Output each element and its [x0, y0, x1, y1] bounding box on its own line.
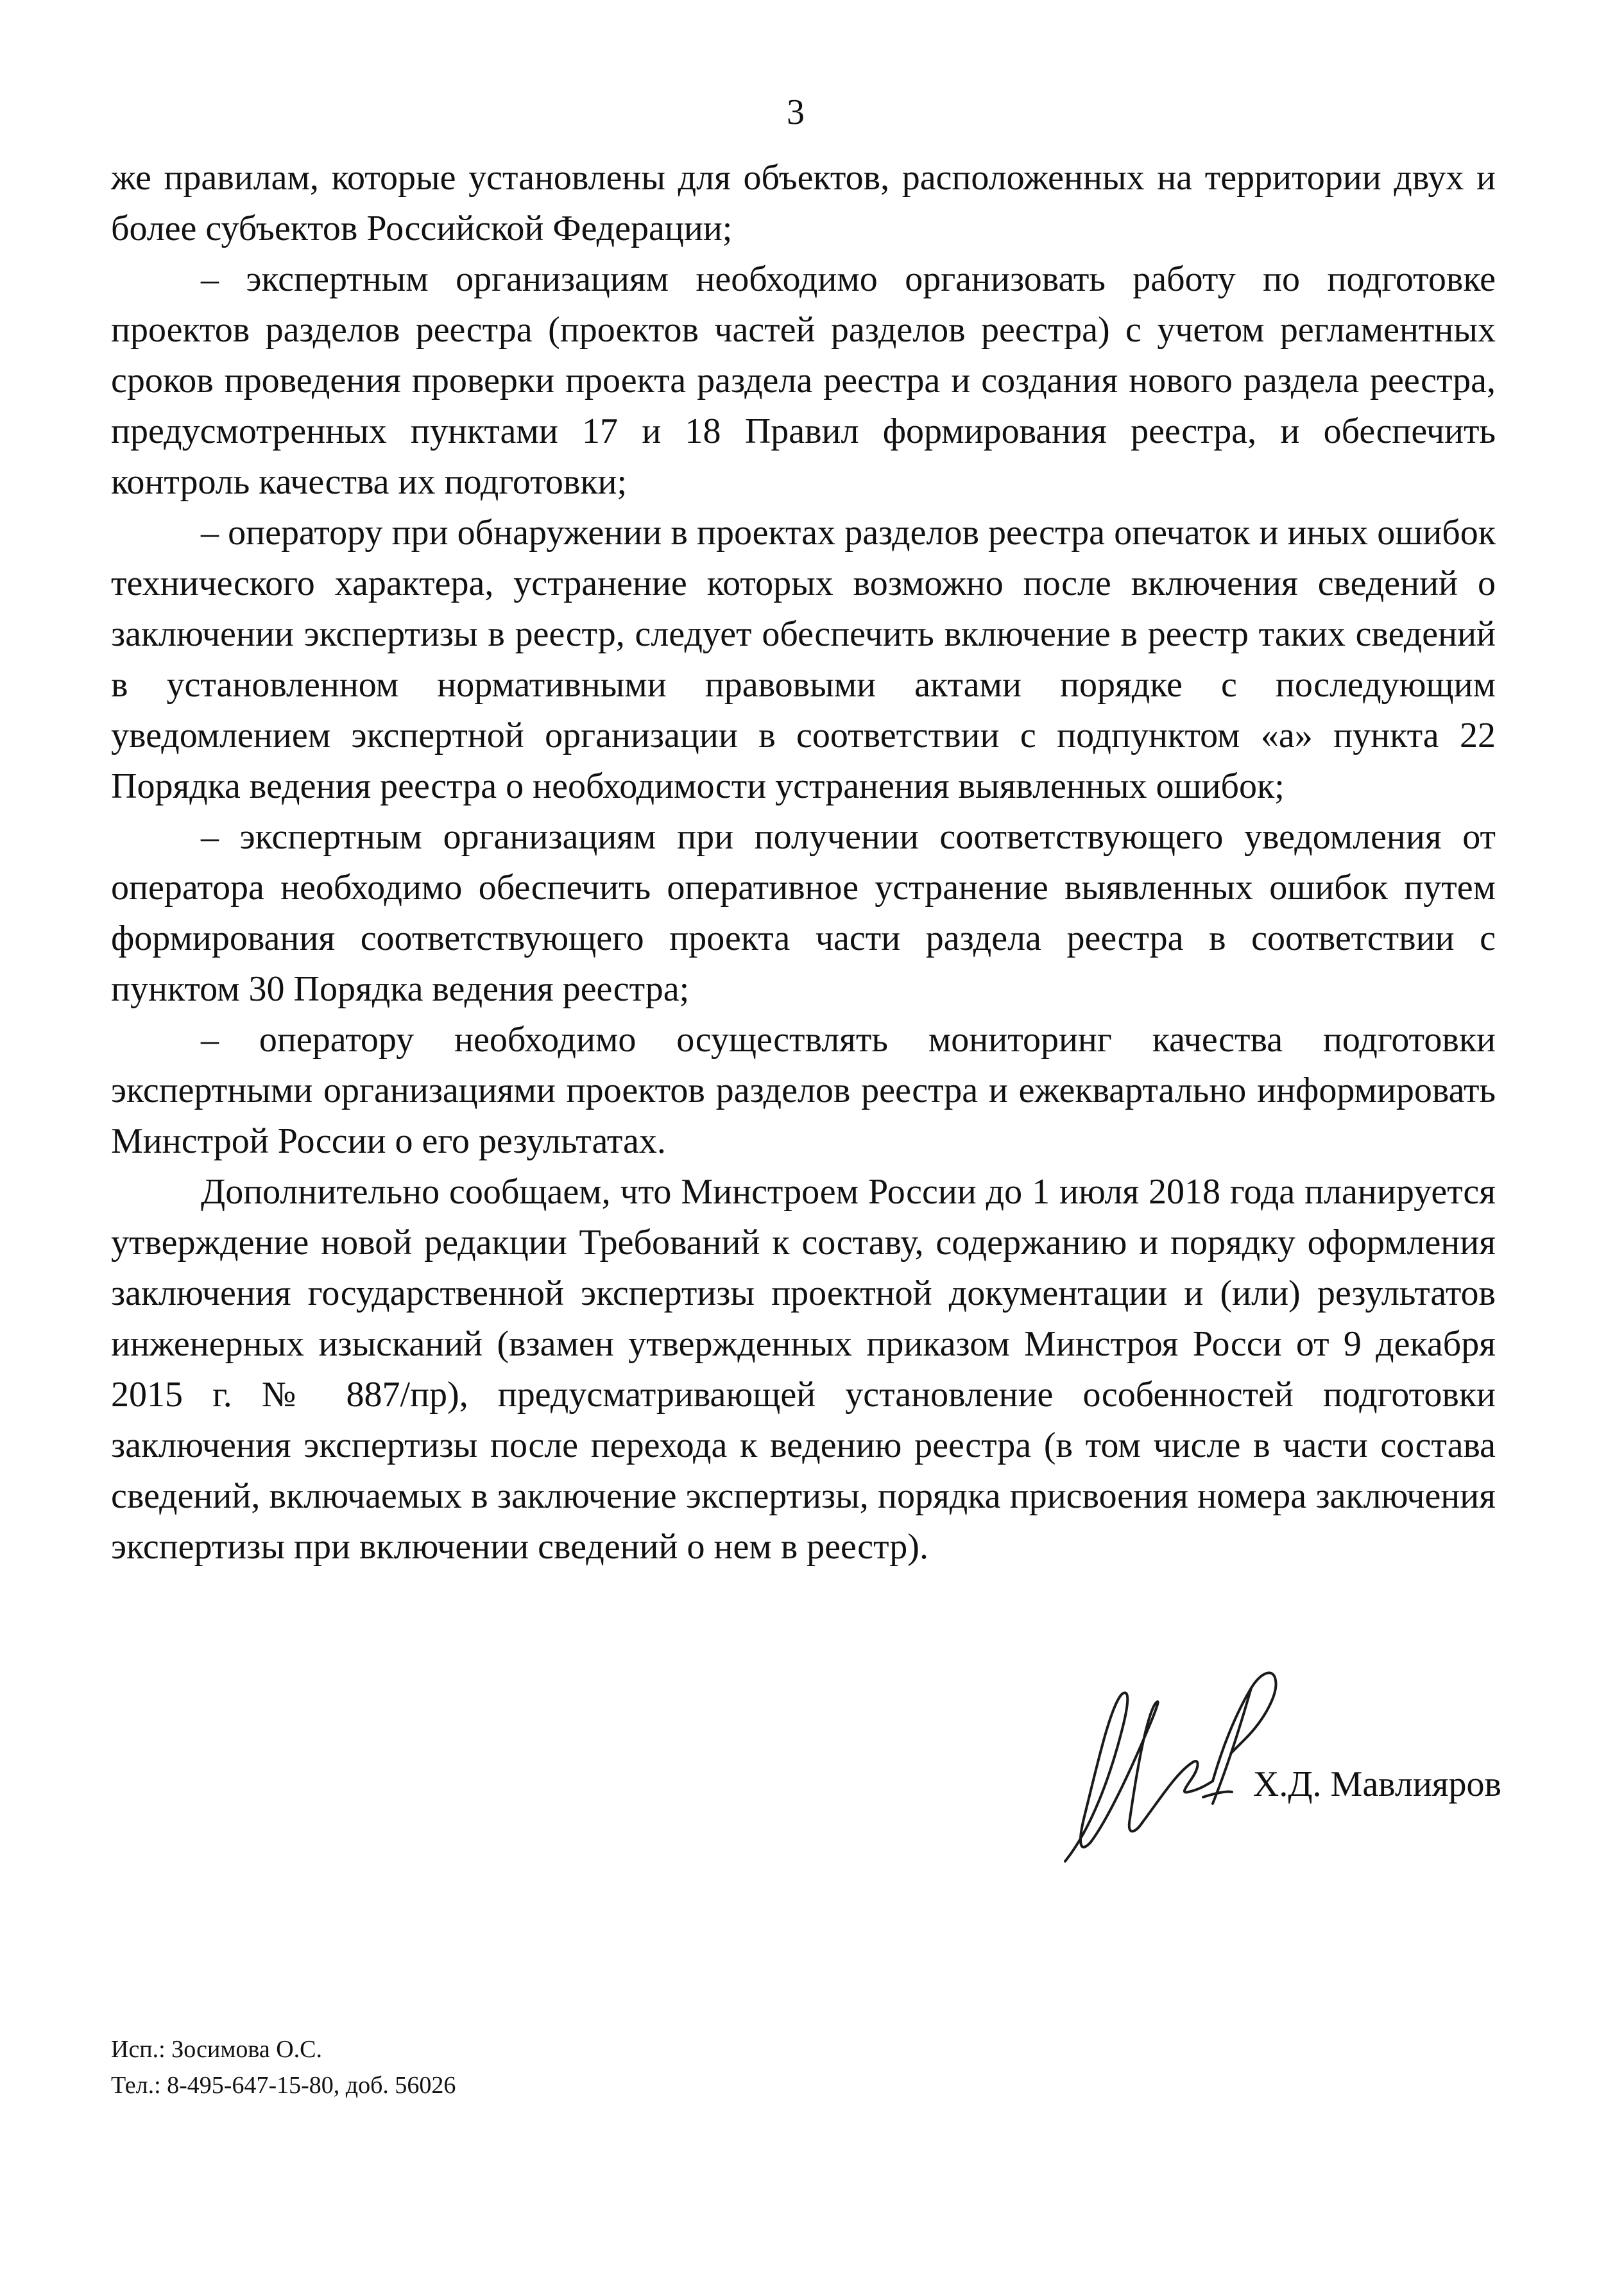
signature-block [1027, 1650, 1501, 1881]
executor-footer [111, 2031, 456, 2103]
signer-name: Х.Д. Мавлияров [1252, 1764, 1501, 1804]
letter-body [111, 153, 1496, 1572]
executor-phone: Тел.: 8-495-647-15-80, доб. 56026 [111, 2072, 456, 2099]
paragraph-operator-errors: – оператору при обнаружении в проектах разделов реестра опечаток и иных ошибок технического характера, устранение которых возможно после включения сведений о заключении экспертизы в реестр, следует обеспечить включение в реестр таких сведений в установленном нормативными правовыми актами порядке с последующим уведомлением экспертной организации в соответствии с подпунктом «а» пункта 22 Порядка ведения реестра о необходимости устранения выявленных ошибок; [111, 513, 1496, 806]
paragraph-continuation: же правилам, которые установлены для объектов, расположенных на территории двух и более субъектов Российской Федерации; [111, 158, 1496, 248]
paragraph-expert-organizations-preparation: – экспертным организациям необходимо организовать работу по подготовке проектов разделов реестра (проектов частей разделов реестра) с учетом регламентных сроков проведения проверки проекта раздела реестра и создания нового раздела реестра, предусмотренных пунктами 17 и 18 Правил формирования реестра, и обеспечить контроль качества их подготовки; [111, 259, 1496, 502]
executor-name: Исп.: Зосимова О.С. [111, 2036, 323, 2063]
page-number: 3 [787, 92, 805, 132]
paragraph-additional-info: Дополнительно сообщаем, что Минстроем России до 1 июля 2018 года планируется утверждение новой редакции Требований к составу, содержанию и порядку оформления заключения государственной экспертизы проектной документации и (или) результатов инженерных изысканий (взамен утвержденных приказом Минстроя Росси от 9 декабря 2015 г. № 887/пр), предусматривающей установление особенностей подготовки заключения экспертизы после перехода к ведению реестра (в том числе в части состава сведений, включаемых в заключение экспертизы, порядка присвоения номера заключения экспертизы при включении сведений о нем в реестр). [111, 1172, 1496, 1567]
paragraph-operator-monitoring: – оператору необходимо осуществлять мониторинг качества подготовки экспертными организациями проектов разделов реестра и ежеквартально информировать Минстрой России о его результатах. [111, 1020, 1496, 1161]
paragraph-expert-organizations-correction: – экспертным организациям при получении соответствующего уведомления от оператора необходимо обеспечить оперативное устранение выявленных ошибок путем формирования соответствующего проекта части раздела реестра в соответствии с пунктом 30 Порядка ведения реестра; [111, 817, 1496, 1009]
